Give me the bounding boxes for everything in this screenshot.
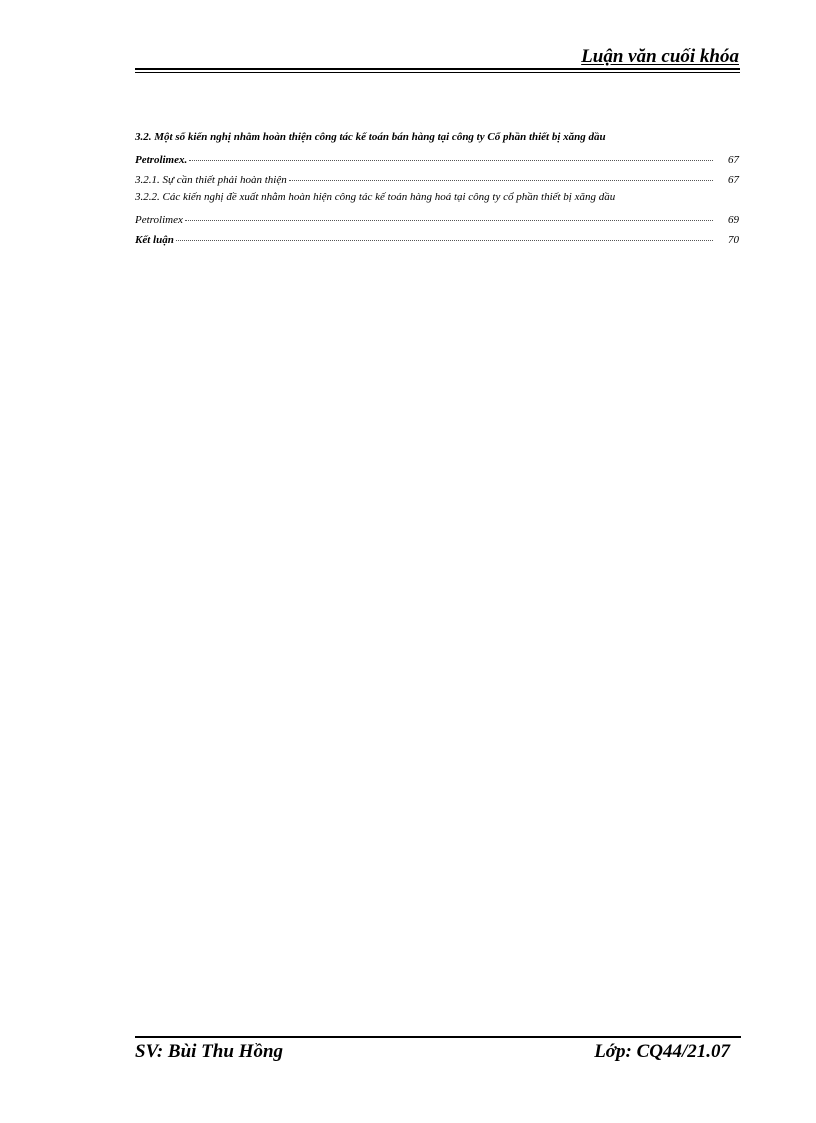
toc-entry-3-2-2-heading: 3.2.2. Các kiến nghị đề xuất nhằm hoàn hiện công tác kế toán hàng hoá tại công ty cổ phần thiết bị xăng dầu [135, 191, 616, 203]
header-title: Luận văn cuối khóa [581, 46, 739, 67]
table-of-contents [135, 131, 739, 251]
dot-leader [176, 229, 713, 241]
footer-class: Lớp: CQ44/21.07 [594, 1041, 730, 1062]
toc-entry-3-2[interactable] [135, 151, 739, 171]
dot-leader [289, 169, 713, 181]
toc-entry-ket-luan[interactable] [135, 231, 739, 251]
toc-entry-3-2-1-text: 3.2.1. Sự cần thiết phải hoàn thiện [135, 174, 287, 186]
toc-entry-3-2-continuation: Petrolimex. [135, 154, 188, 166]
toc-page-number: 67 [728, 174, 739, 186]
toc-entry-3-2-heading: 3.2. Một số kiến nghị nhằm hoàn thiện công tác kế toán bán hàng tại công ty Cổ phần thiết bị xăng dầu [135, 131, 606, 143]
dot-leader [185, 209, 713, 221]
toc-page-number: 69 [728, 214, 739, 226]
toc-entry-3-2-2-continuation: Petrolimex [135, 214, 183, 226]
footer-rule [135, 1036, 741, 1038]
toc-entry-3-2-1[interactable] [135, 171, 739, 191]
toc-entry-ket-luan-text: Kết luận [135, 234, 174, 246]
dot-leader [189, 149, 713, 161]
toc-entry-3-2-2[interactable] [135, 211, 739, 231]
header-rule [135, 68, 740, 70]
footer-student-name: SV: Bùi Thu Hồng [135, 1041, 284, 1062]
toc-page-number: 70 [728, 234, 739, 246]
header-rule-thin [135, 72, 740, 73]
toc-page-number: 67 [728, 154, 739, 166]
